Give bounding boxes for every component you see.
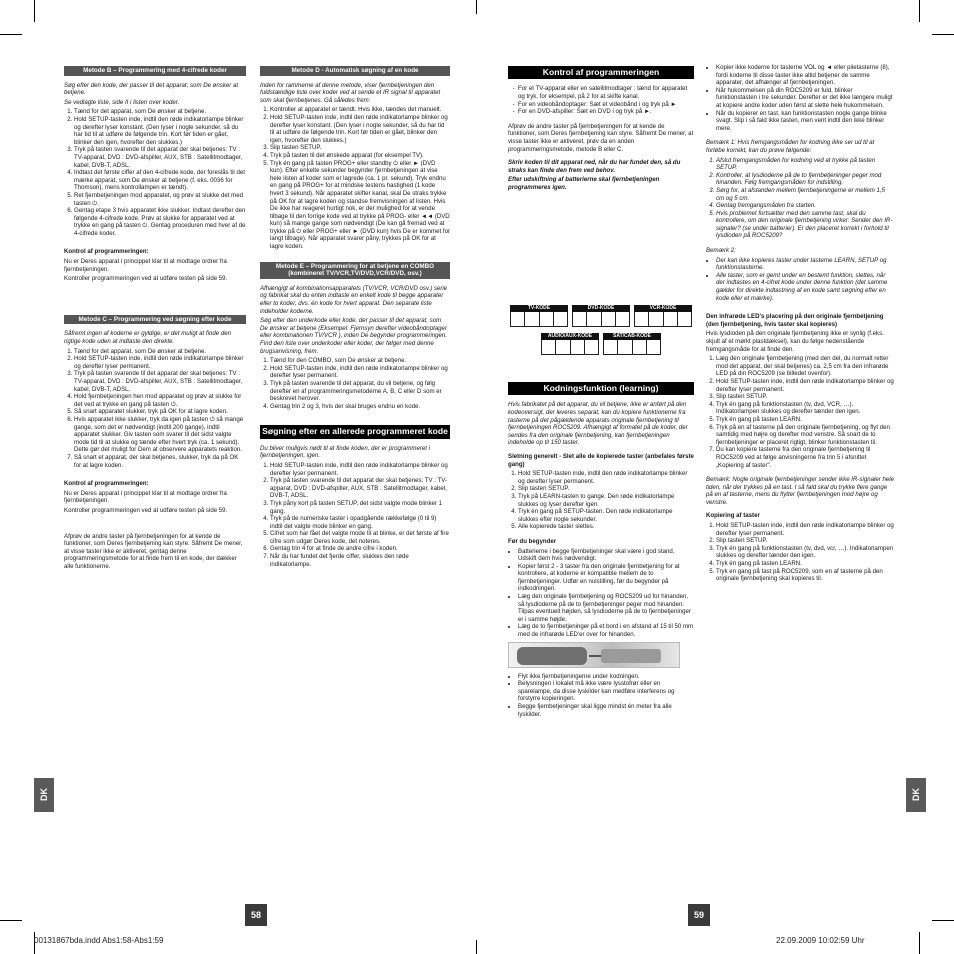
- list-item: 2. Kontroller, at lysdioderne på de to fjernbetjeninger peger mod hinanden. Følg fremgangsmåden for indstilling.: [716, 172, 894, 187]
- list-item: 3. Tryk på LEARN-tasten to gange. Den røde indikatorlampe slukkes og lyser derefter igen.: [518, 493, 694, 508]
- list-item: 1. Læg den originale fjernbetjening (med den del, du normalt retter mod det apparat, der skal betjenes) ca. 2,5 cm fra den infrarøde LED på din ROC5209 (se billedet ovenfor).: [716, 355, 894, 378]
- list-item: 1. Hold SETUP-tasten inde, indtil den røde indikatorlampe blinker og derefter lyser permanent.: [716, 522, 894, 537]
- list-item: 7. Så snart et apparat, der skal betjenes, slukker, tryk da på OK for at lagre koden.: [74, 454, 246, 469]
- list-item: 4. Indtast det første ciffer af den 4-cifrede kode, der foreslås til det mærke apparat, som De ønsker at betjene (f. eks. 0036 for Thomson), mens kontrollampen er tændt).: [74, 169, 246, 192]
- list-item: 4. Gentag fremgangsmåden fra starten.: [716, 202, 894, 210]
- paragraph: Afprøv de andre taster på fjernbetjeningen for at kende de funktioner, som Deres fjernbetjening kan styre. Såfremt De mener, at visse taster ikke er aktiveret, gentag denne programmeringsmetode for at finde frem til en kode, der dækker alle funktionerne.: [64, 532, 243, 570]
- list-item: 4. Tryk én gang på tasten LEARN.: [716, 560, 894, 568]
- steps-method-d: [270, 106, 450, 250]
- paragraph: Se vedlagte liste, side II i listen over koder.: [64, 98, 180, 106]
- crop-mark: [919, 0, 920, 22]
- code-box-dvd: [572, 305, 630, 327]
- paragraph: Du bliver muligvis nødt til at finde koden, der er programmeret i fjernbetjeningen, igen.: [260, 444, 431, 460]
- column-3-bottom: [508, 382, 694, 842]
- list-item: 4. Tryk på tasten til det ønskede apparat (for eksempel TV).: [270, 152, 450, 160]
- note-text: Hvis fremgangsmåden for kodning ikke ser ud til at forløbe korrekt, kan du prøve følgende:: [706, 139, 875, 154]
- code-box-audio-aux: [541, 333, 599, 355]
- paragraph: Inden for rammerne af denne metode, viser fjernbetjeningen den fuldstændige liste over koder ved at sende et IR signal til apparatet som skal fjernbetjenes. Gå således frem:: [260, 81, 441, 104]
- section-header-method-d: Metode D - Automatisk søgning af en kode: [260, 66, 450, 76]
- list-item: 5. Tryk en gang på tast på ROC5209, som en af tasterne på den originale fjernbetjening skal kopieres til.: [716, 568, 894, 583]
- code-box-vcr: [634, 305, 692, 327]
- list-item: 3. Sørg for, at afstanden mellem fjernbetjeningerne er mellem 1,5 cm og 5 cm.: [716, 187, 894, 202]
- section-header-method-c: Metode C – Programmering ved søgning efter kode: [64, 315, 246, 325]
- subheading: Den infrarøde LED's placering på den originale fjernbetjening (den fjernbetjening, hvis taster skal kopieres): [706, 313, 884, 328]
- remote-alignment-illustration: [508, 642, 680, 668]
- control-list: [518, 85, 694, 115]
- list-item: 5. Tryk én gang på tasten LEARN.: [716, 416, 894, 424]
- list-item: 5. Cifret som har fået det valgte mode til at blinke, er det første af fire cifre som udgør Deres kode, det noteres.: [270, 530, 450, 545]
- column-4: [706, 64, 894, 854]
- code-label: DVD-KODE: [572, 305, 630, 312]
- after-list: [518, 673, 694, 719]
- section-header-method-e: Metode E – Programmering for at betjene en COMBO (kombineret TV/VCR,TV/DVD,VCR/DVD, osv.): [260, 262, 450, 279]
- list-item: 1. Hold SETUP-tasten inde, indtil den røde indikatorlampe blinker og derefter lyser permanent.: [518, 470, 694, 485]
- list-item: 5. Tryk én gang på tasten PROG+ eller standby ⏻ eller ► (DVD kun). Efter enkelte sekunder begynder fjernbetjeningen at vise hele listen af koder som er lagrede (ca. 1 pr. sekund). Tryk endnu en gang på PROG+ for at mindske testens hastighed (1 kode hvert 3 sekund). Når apparatet skifter kanal, skal De straks trykke på OK for at lagre koden og standse fremvisningen af listen. Hvis De ikke har reageret hurtigt nok, er der mulighed for at vende tilbage til den forrige kode ved at trykke på PROG- eller ◄◄ (DVD kun) så mange gange som nødvendigt (De kan gå fremad ved at trykke på ⏻ eller PROG+ eller ► (DVD kun) hvis De er kommet for langt tilbage). Når apparatet svarer påny, trykkes på OK for at lagre koden.: [270, 160, 450, 251]
- paragraph: Nu er Deres apparat i princippet klar til at modtage ordrer fra fjernbetjeningen.: [64, 258, 227, 273]
- crop-mark: [0, 34, 22, 35]
- list-item: • Alle taster, som er gemt under en bestemt funktion, slettes, når der indtastes en 4-cifret kode under denne funktion (det samme gælder for direkte indtastning af en kode samt søgning efter en kode eller et mærke).: [716, 272, 894, 302]
- crop-mark: [932, 920, 954, 921]
- steps-delete: [518, 470, 694, 531]
- list-item: 2. Hold SETUP-tasten inde, indtil den røde indikatorlampe blinker og derefter lyser permanent.: [74, 355, 246, 370]
- copy-notes-list: [716, 64, 894, 132]
- paragraph: Kontroller programmeringen ved at udføre testen på side 59.: [64, 275, 228, 283]
- subheading: Før du begynder: [508, 537, 557, 545]
- list-item: 1. Hold SETUP-tasten inde, indtil den røde indikatorlampe blinker og derefter lyser permanent.: [270, 462, 450, 477]
- list-item: 1. Tænd for det apparat, som De ønsker at betjene.: [74, 348, 246, 356]
- section-header-search-code: Søgning efter en allerede programmeret kode: [260, 425, 450, 438]
- paragraph: Hvis lysdioden på den originale fjernbetjening ikke er synlig (f.eks. skjult af et mørkt plastdæksel), kan du følge nedenstående fremgangsmåde for at finde den.: [706, 330, 884, 353]
- subheading: Kontrol af programmeringen:: [64, 480, 149, 488]
- note2-list: [716, 257, 894, 303]
- column-3-top: [508, 66, 694, 342]
- subheading: Kopiering af taster: [706, 512, 760, 520]
- list-item: 4. Gentag trin 2 og 3, hvis der skal bruges endnu en kode.: [270, 403, 450, 411]
- list-item: 1. Afslut fremgangsmåden for kodning ved at trykke på tasten SETUP.: [716, 157, 894, 172]
- footer-file-info: 00131867bda.indd Abs1:58-Abs1:59: [34, 936, 164, 945]
- list-item: 1. Tænd for den COMBO, som De ønsker at betjene.: [270, 357, 450, 365]
- code-box-sat-cab: [603, 333, 661, 355]
- code-label: VCR-KODE: [634, 305, 692, 312]
- paragraph: Afhængigt af kombinationsapparatets (TV/VCR, VCR/DVD osv.) serie og fabrikat skal du enten indtaste en enkelt kode til begge apparater eller to koder, dvs. én kode for hvert apparat. Den separate liste indeholder koderne.: [260, 284, 448, 315]
- code-box-tv: [510, 305, 568, 327]
- list-item: 4. Tryk én gang på SETUP-tasten. Den røde indikatorlampe slukkes efter nogle sekunder.: [518, 508, 694, 523]
- list-item: 6. Hvis apparatet ikke slukker, tryk da igen på tasten ⏻ så mange gange, som det er nødvendigt (indtil 200 gange), indtil apparatet slukker. Giv tasten som svarer til det sidst valgte mode tid til at slukke og tænde efter hvert tryk (ca. 1 sekund). Dette gør det muligt for Dem at observere apparatets reaktion.: [74, 416, 246, 454]
- subheading: Sletning generelt - Slet alle de kopierede taster (anbefales første gang): [508, 452, 694, 468]
- paragraph: Såfremt ingen af koderne er gyldige, er det muligt at finde den rigtige kode uden at indtaste den direkte.: [64, 330, 232, 346]
- paragraph: Søg efter den kode, der passer til det apparat, som De ønsker at betjene.: [64, 81, 239, 97]
- original-remote-image: [601, 649, 661, 663]
- list-item: 2. Hold SETUP-tasten inde, indtil den røde indikatorlampe blinker og derefter lyser konstant. (Den lyser i nogle sekunder, så du har tid til at udføre de følgende trin. Kort før tiden er gået, blinker den igen, hvorefter den slukkes.): [74, 116, 246, 146]
- note-label: Bemærk 2:: [706, 247, 736, 255]
- list-item: • Begge fjernbetjeninger skal ligge mindst én meter fra alle lyskilder.: [518, 703, 694, 718]
- list-item: • Flyt ikke fjernbetjeningerne under kodningen.: [518, 673, 694, 681]
- list-item: • Der kan ikke kopieres taster under tasterne LEARN, SETUP og funktionstasterne.: [716, 257, 894, 272]
- list-item: 2. Slip tasten SETUP.: [518, 485, 694, 493]
- paragraph: Afprøv de andre taster på fjernbetjeningen for at kende de funktioner, som Deres fjernbetjening kan styre. Såfremt De mener, at visse taster ikke er aktiveret, prøv da en anden programmeringsmetode, metode B eller C.: [508, 122, 694, 153]
- crop-mark: [932, 34, 954, 35]
- steps-led: [716, 355, 894, 469]
- steps-copy: [716, 522, 894, 583]
- crop-mark: [919, 932, 920, 954]
- column-2: [260, 66, 450, 826]
- list-item: 5. Alle kopierede taster slettes.: [518, 523, 694, 531]
- list-item: 3. Tryk på tasten svarende til det apparat, du vil betjene, og følg derefter en af programmeringsmetoderne A, B, C eller D som er beskrevet herover.: [270, 380, 450, 403]
- list-item: 3. Tryk på tasten svarende til det apparat der skal betjenes: TV : TV-apparat, DVD : DVD-afspiller, AUX, STB : Satellitmodtager, kabel, DVB-T, ADSL.: [74, 146, 246, 169]
- code-label: SAT/CAB-KODE: [603, 333, 661, 340]
- code-label: TV-KODE: [510, 305, 568, 312]
- list-item: • Batterierne i begge fjernbetjeninger skal være i god stand. Udskift dem hvis nødvendigt.: [518, 548, 694, 563]
- list-item: 3. Slip tasten SETUP.: [270, 144, 450, 152]
- list-item: • Belysningen i lokalet må ikke være lysstofrør eller en sparelampe, da disse lyskilder kan medføre interferens og forstyrre kopieringen.: [518, 680, 694, 703]
- code-label: AUDIO/AUX-KODE: [541, 333, 599, 340]
- note-label: Bemærk 1:: [706, 139, 736, 147]
- list-item: 6. Gentag trin 4 for at finde de andre cifre i koden.: [270, 545, 450, 553]
- paragraph: Hvis fabrikatet på det apparat, du vil betjene, ikke er anført på den kodeoversigt, der leveres separat, kan du kopiere funktionerne fra tasterne på det pågældende apparats originale fjernbetjening til fjernbetjeningen ROC5209. Afhængigt af formatet på de koder, der sendes fra den originale fjernbetjening, kan fjernbetjeningen indeholde op til 150 taster.: [508, 401, 688, 447]
- subheading: Kontrol af programmeringen:: [64, 248, 149, 256]
- list-item: 2. Hold SETUP-tasten inde, indtil den røde indikatorlampe blinker og derefter lyser permanent.: [716, 378, 894, 393]
- page-number-right: 59: [688, 904, 710, 926]
- language-tab-right: DK: [906, 778, 926, 812]
- paragraph: Søg efter den underkode eller kode, der passer til det apparat, som De ønsker at betjene (Eksempel: Fjernsyn derefter videobåndoptager eller kombinationen TV/VCR ), inden De begynder programmeringen. Find den liste over underkoder eller koder, der følger med denne brugsanvisning, frem.: [260, 317, 447, 355]
- list-item: 5. Hvis problemet fortsætter med den samme tast, skal du kontrollere, om den originale fjernbetjening virker: Sender den IR-signaler? (se under batterier). Er den placeret korrekt i forhold til lysdioden på ROC5209?: [716, 210, 894, 240]
- list-item: 4. Tryk én gang på funktionstasten (tv, dvd, VCR, …). Indikatorlampen slukkes og derefter tænder den igen.: [716, 401, 894, 416]
- list-item: - For en videobåndoptager: Sæt et videobånd i og tryk på ►: [518, 101, 694, 109]
- before-list: [518, 548, 694, 639]
- list-item: • Når hukommelsen på din ROC5209 er fuld, blinker funktionstasten i tre sekunder. Derefter er det ikke længere muligt at kopiere andre koder uden først at slette hele hukommelsen.: [716, 87, 894, 110]
- paragraph: Kontroller programmeringen ved at udføre testen på side 59.: [64, 506, 228, 514]
- column-1: [64, 66, 246, 766]
- list-item: 2. Slip tasten SETUP.: [716, 537, 894, 545]
- list-item: 2. Hold SETUP-tasten inde, indtil den røde indikatorlampe blinker og derefter lyser permanent.: [270, 365, 450, 380]
- steps-method-b: [74, 108, 246, 237]
- list-item: 5. Så snart apparatet slukker, tryk på OK for at lagre koden.: [74, 408, 246, 416]
- crop-mark: [476, 0, 477, 14]
- list-item: 5. Ret fjernbetjeningen mod apparatet, og prøv at slukke det med tasten ⏻.: [74, 192, 246, 207]
- list-item: 3. Tryk påny kort på tasten SETUP, det sidst valgte mode blinker 1 gang.: [270, 500, 450, 515]
- steps-search-code: [270, 462, 450, 568]
- section-header-learning: Kodningsfunktion (learning): [508, 382, 694, 395]
- list-item: 4. Tryk på de numeriske taster i opadgående rækkefølge (0 til 9) indtil det valgte mode blinker en gang.: [270, 515, 450, 530]
- page-number-left: 58: [245, 904, 267, 926]
- language-tab-left: DK: [34, 778, 54, 812]
- list-item: • Når du kopierer en tast, kan funktionstasten nogle gange blinke svagt. Slip i så fald ikke tasten, men vent indtil den ikke blinker mere.: [716, 110, 894, 133]
- paragraph-bold-note: Skriv koden til dit apparat ned, når du har fundet den, så du straks kan finde den frem ved behov.: [508, 159, 681, 174]
- list-item: 4. Hold fjernbetjeningen hen mod apparatet og prøv at slukke for det ved at trykke en gang på tasten ⏻.: [74, 393, 246, 408]
- crop-mark: [34, 0, 35, 22]
- list-item: 3. Slip tasten SETUP.: [716, 393, 894, 401]
- list-item: 7. Når du har fundet det fjerde ciffer, slukkes den røde indikatorlampe.: [270, 553, 450, 568]
- paragraph-bold-note: Efter udskiftning af batterierne skal fjernbetjeningen programmeres igen.: [508, 176, 660, 191]
- list-item: 1. Tænd for det apparat, som De ønsker at betjene.: [74, 108, 246, 116]
- list-item: 2. Tryk på tasten svarende til det apparat der skal betjenes: TV : TV-apparat, DVD : DVD-afspiller, AUX, STB : Satellitmodtager, kabel, DVB-T, ADSL.: [270, 477, 450, 500]
- list-item: • Læg den originale fjernbetjening og ROC5209 ud for hinanden, så lysdioderne på de to fjernbetjeninger peger mod hinanden. Tilpas eventuelt højden, så lysdioderne på de to fjernbetjeninger er i samme højde.: [518, 593, 694, 623]
- steps-method-c: [74, 348, 246, 470]
- footer-timestamp: 22.09.2009 10:02:59 Uhr: [776, 936, 865, 945]
- paragraph: Nu er Deres apparat i princippet klar til at modtage ordrer fra fjernbetjeningen.: [64, 489, 227, 505]
- list-item: 3. Tryk én gang på funktionstasten (tv, dvd, vcr, …). Indikatorlampen slukkes og derefter tænder den igen.: [716, 545, 894, 560]
- list-item: 3. Tryk på tasten svarende til det apparat der skal betjenes: TV : TV-apparat, DVD : DVD-afspiller, AUX, STB : Satellitmodtager, kabel, DVB-T, ADSL.: [74, 370, 246, 393]
- section-header-control: Kontrol af programmeringen: [508, 66, 694, 79]
- steps-method-e: [270, 357, 450, 410]
- list-item: - For et TV-apparat eller en satellitmodtager : tænd for apparatet og tryk, for eksempel, på 2 for at skifte kanal.: [518, 85, 694, 100]
- list-item: • Læg de to fjernbetjeninger på et bord i en afstand af 15 til 50 mm med de infrarøde LED'er over for hinanden.: [518, 623, 694, 638]
- paragraph: Bemærk: Nogle originale fjernbetjeninger sender ikke IR-signaler hele tiden, når der trykkes på en tast. I så fald skal du trykke flere gange på en af tasterne, mens du flytter fjernbetjeningen mod højre og venstre.: [706, 476, 894, 506]
- list-item: • Kopier ikke koderne for tasterne VOL og ◄ eller piletasterne (8), fordi koderne til disse taster ikke altid betjener de samme apparater, det afhænger af fjernbetjeningen.: [716, 64, 894, 87]
- list-item: • Kopier først 2 - 3 taster fra den originale fjernbetjening for at kontrollere, at koderne er kompatible mellem de to fjernbetjeninger. Udfør en nulstilling, før du begynder på indkodningen.: [518, 563, 694, 593]
- list-item: 1. Kontroller at apparatet er tændt. Hvis ikke, tændes det manuelt.: [270, 106, 450, 114]
- list-item: 7. Du kan kopiere tasterne fra den originale fjernbetjening til ROC5209 ved at følge anvisningerne fra trin 5 i afsnittet „Kopiering af taster".: [716, 446, 894, 469]
- list-item: 6. Gentag etape 3 hvis apparatet ikke slukker. Indtast derefter den følgende 4-cifrede kode. Prøv at slukke for apparatet ved at trykke en gang på tasten ⏻. Gentag proceduren med hver af de 4-cifrede koder.: [74, 207, 246, 237]
- note1-steps: [716, 157, 894, 241]
- crop-mark: [476, 940, 477, 954]
- section-header-method-b: Metode B – Programmering med 4-cifrede koder: [64, 66, 246, 76]
- list-item: 6. Tryk på en af tasterne på den originale fjernbetjening, og flyt den samtidig med højre og derefter mod venstre. Så snart de to fjernbetjeninger er placeret rigtigt, blinker funktionstasten til.: [716, 424, 894, 447]
- remote-control-image: [517, 647, 587, 665]
- list-item: - For en DVD-afspiller: Sæt en DVD i og tryk på ►.: [518, 108, 694, 116]
- list-item: 2. Hold SETUP-tasten inde, indtil den røde indikatorlampe blinker og derefter lyser konstant. (Den lyser i nogle sekunder, så du har tid til at udføre de følgende trin. Kort før tiden er gået, blinker den igen, hvorefter den slukkes.): [270, 114, 450, 144]
- crop-mark: [0, 920, 22, 921]
